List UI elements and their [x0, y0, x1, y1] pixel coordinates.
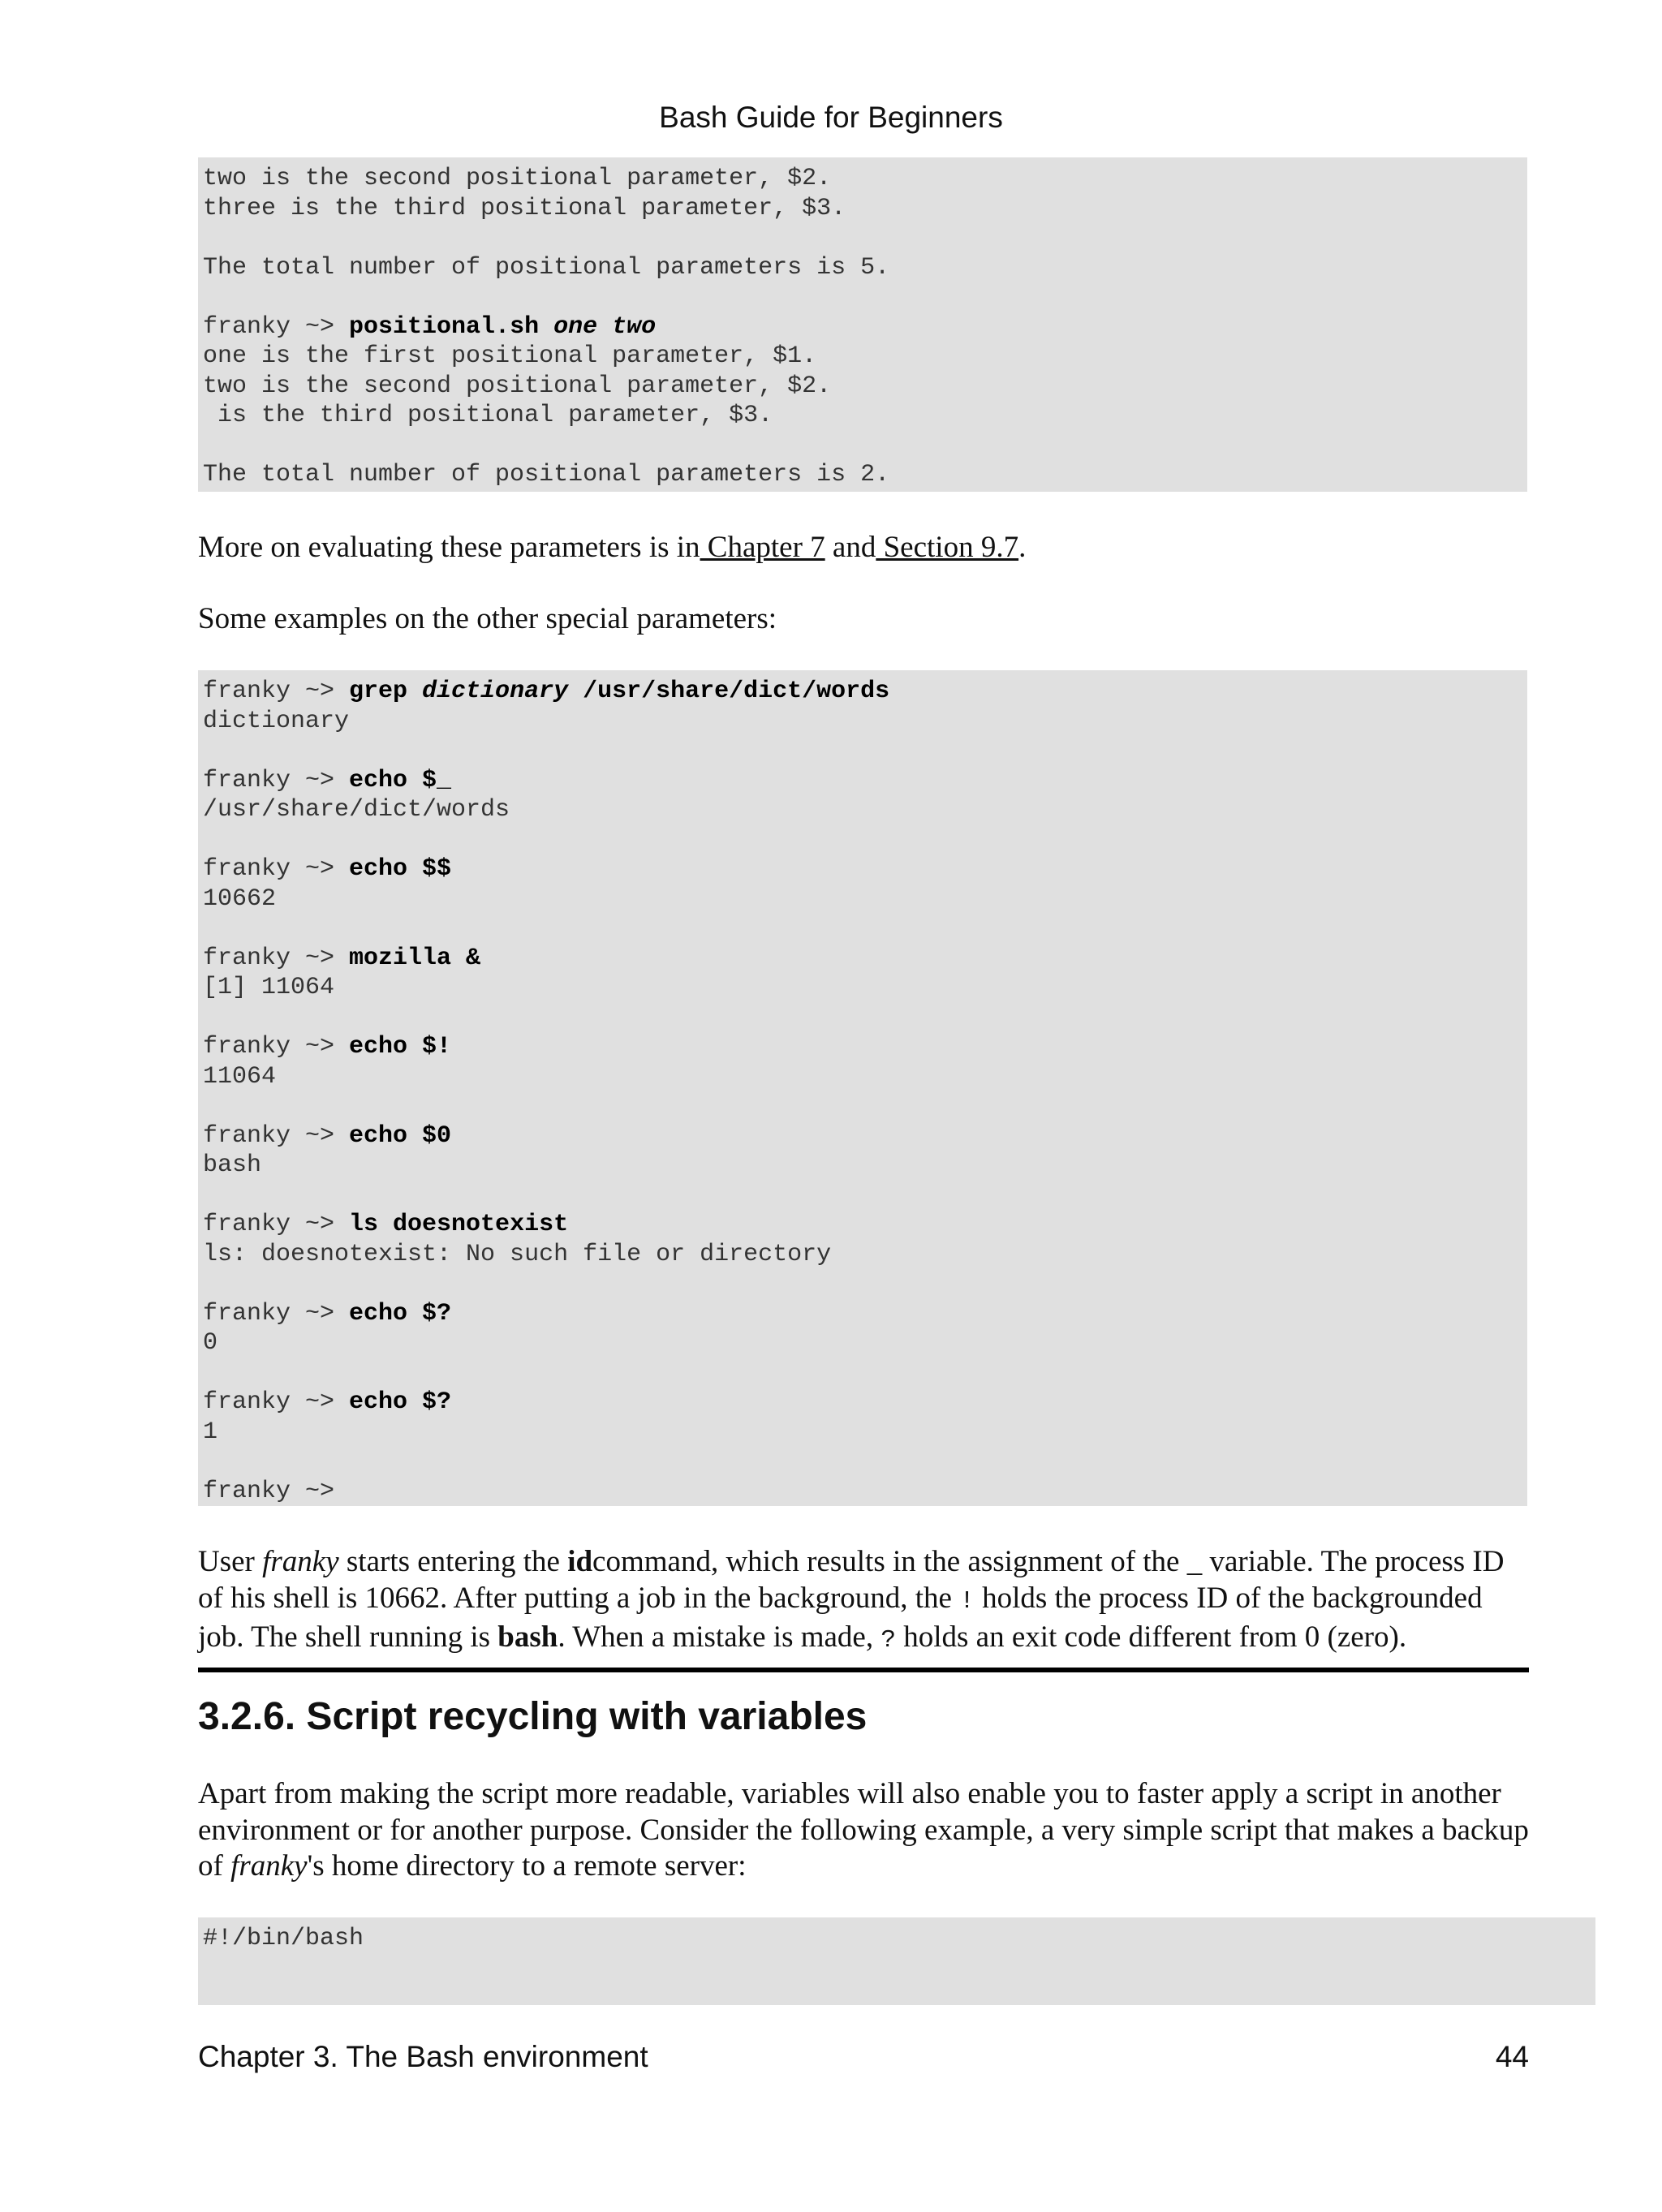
code-line: [203, 1447, 1522, 1477]
command-bash: bash: [497, 1620, 558, 1654]
code-line: [203, 1151, 1522, 1181]
code-line: [203, 372, 1522, 402]
code-line: [203, 973, 1522, 1003]
code-line: [203, 1328, 1522, 1358]
code-output: 0: [203, 1329, 218, 1357]
code-line: [203, 944, 1522, 974]
emphasis-franky: franky: [230, 1849, 308, 1883]
code-line: [203, 795, 1522, 825]
paragraph-user-franky: [198, 1544, 1529, 1659]
code-output: [1] 11064: [203, 974, 335, 1001]
code-line: [203, 1269, 1522, 1299]
code-line: [203, 342, 1522, 372]
code-prompt: franky ~>: [203, 1477, 335, 1505]
code-prompt: franky ~>: [203, 1211, 350, 1238]
code-line: [203, 766, 1522, 796]
code-output: dictionary: [203, 707, 350, 735]
paragraph-text: User: [198, 1545, 263, 1578]
code-command: echo $?: [349, 1299, 452, 1328]
code-line: [203, 1032, 1522, 1062]
code-line: [203, 431, 1522, 461]
code-line: [203, 1477, 1522, 1507]
paragraph-more-on-evaluating: [198, 530, 1529, 566]
link-section-9-7[interactable]: Section 9.7: [876, 531, 1019, 564]
paragraph-text: holds an exit code different from 0 (zero).: [895, 1620, 1407, 1654]
code-line: [203, 854, 1522, 884]
section-divider: [198, 1668, 1529, 1672]
code-output: 11064: [203, 1062, 277, 1091]
paragraph-text: 's home directory to a remote server:: [307, 1849, 747, 1883]
command-id: id: [567, 1545, 593, 1578]
code-prompt: franky ~>: [203, 855, 350, 883]
section-heading: 3.2.6. Script recycling with variables: [198, 1695, 868, 1738]
code-line: [203, 736, 1522, 766]
code-line: [203, 401, 1522, 431]
code-command: grep: [349, 678, 423, 705]
code-line: [203, 282, 1522, 312]
code-line: [203, 460, 1522, 490]
page-footer: [198, 2038, 1529, 2076]
code-line: [203, 253, 1522, 283]
paragraph-text: .: [1018, 531, 1027, 564]
code-line: [203, 223, 1522, 253]
code-block-positional: [198, 157, 1527, 492]
page-header: Bash Guide for Beginners: [659, 101, 1003, 134]
code-prompt: franky ~>: [203, 1033, 350, 1061]
code-line: [203, 707, 1522, 737]
code-output: bash: [203, 1151, 262, 1179]
code-output: The total number of positional parameters is 5.: [203, 253, 890, 282]
code-line: [203, 312, 1522, 342]
code-line: [203, 884, 1522, 914]
footer-chapter: Chapter 3. The Bash environment: [198, 2040, 648, 2073]
code-prompt: franky ~>: [203, 678, 350, 705]
code-output: #!/bin/bash: [203, 1925, 364, 1952]
code-prompt: franky ~>: [203, 944, 350, 972]
paragraph-text: Apart from making the script more readable, variables will also enable you to faster apply a script in another environment or for another purpose. Consider the following example, a very simple script that makes a backup of: [198, 1777, 1529, 1883]
page-number: 44: [1495, 2040, 1529, 2073]
code-block-script: [198, 1917, 1595, 2005]
code-command: echo $?: [349, 1388, 452, 1416]
code-argument-wrapper: [553, 313, 656, 341]
code-prompt: franky ~>: [203, 312, 350, 341]
code-line: [203, 825, 1522, 855]
paragraph-text: holds the process ID of the backgrounded job. The shell running is: [198, 1581, 1483, 1654]
code-line: [203, 1358, 1522, 1388]
code-output: 10662: [203, 884, 277, 913]
paragraph-text: command, which results in the assignment of the _ variable. The process ID of his shell is 10662. After putting a job in the background, the: [198, 1545, 1505, 1615]
code-argument: dictionary: [422, 678, 569, 705]
code-command: positional.sh: [349, 312, 554, 341]
code-line: [203, 1418, 1522, 1448]
code-line: [203, 1121, 1522, 1151]
emphasis-franky: franky: [262, 1545, 339, 1578]
code-argument: one two: [553, 312, 657, 341]
code-prompt: franky ~>: [203, 766, 350, 794]
code-line: [203, 1091, 1522, 1121]
code-argument-wrapper: [422, 678, 568, 705]
code-line: [203, 164, 1522, 194]
code-line: [203, 1062, 1522, 1092]
code-output: two is the second positional parameter, $2.: [203, 372, 832, 400]
code-line: [203, 1299, 1522, 1329]
code-command: echo $!: [349, 1033, 452, 1061]
code-command: mozilla &: [349, 944, 481, 972]
code-command: echo $_: [349, 766, 452, 794]
code-output: three is the third positional parameter, $3.: [203, 194, 846, 222]
code-line: [203, 1003, 1522, 1033]
link-chapter-7[interactable]: Chapter 7: [700, 531, 825, 564]
code-command: echo $$: [349, 855, 452, 883]
code-prompt: franky ~>: [203, 1299, 350, 1328]
code-output: one is the first positional parameter, $1.: [203, 342, 817, 370]
variable-question: ?: [881, 1626, 896, 1655]
code-output: is the third positional parameter, $3.: [203, 402, 773, 429]
code-command-rest: /usr/share/dict/words: [568, 678, 890, 705]
code-line: [203, 1210, 1522, 1240]
code-output: The total number of positional parameters is 2.: [203, 461, 890, 488]
code-block-special-parameters: [198, 670, 1527, 1506]
code-line: [203, 1181, 1522, 1211]
variable-bang: !: [959, 1586, 975, 1616]
code-command: ls doesnotexist: [349, 1211, 569, 1238]
code-command: echo $0: [349, 1121, 452, 1150]
code-line: [203, 914, 1522, 944]
code-output: ls: doesnotexist: No such file or directory: [203, 1240, 832, 1268]
code-output: /usr/share/dict/words: [203, 796, 510, 824]
code-line: [203, 1240, 1522, 1270]
code-prompt: franky ~>: [203, 1388, 350, 1416]
paragraph-some-examples: Some examples on the other special parameters:: [198, 602, 777, 635]
code-prompt: franky ~>: [203, 1121, 350, 1150]
code-line: [203, 194, 1522, 224]
code-line: [203, 1924, 1591, 1954]
paragraph-text: . When a mistake is made,: [558, 1620, 881, 1654]
paragraph-apart-from: [198, 1776, 1529, 1885]
paragraph-text: starts entering the: [338, 1545, 568, 1578]
paragraph-text: and: [825, 531, 876, 564]
paragraph-text: More on evaluating these parameters is in: [198, 531, 700, 564]
code-line: [203, 677, 1522, 707]
code-output: two is the second positional parameter, $2.: [203, 165, 832, 192]
code-line: [203, 1388, 1522, 1418]
code-output: 1: [203, 1418, 218, 1446]
